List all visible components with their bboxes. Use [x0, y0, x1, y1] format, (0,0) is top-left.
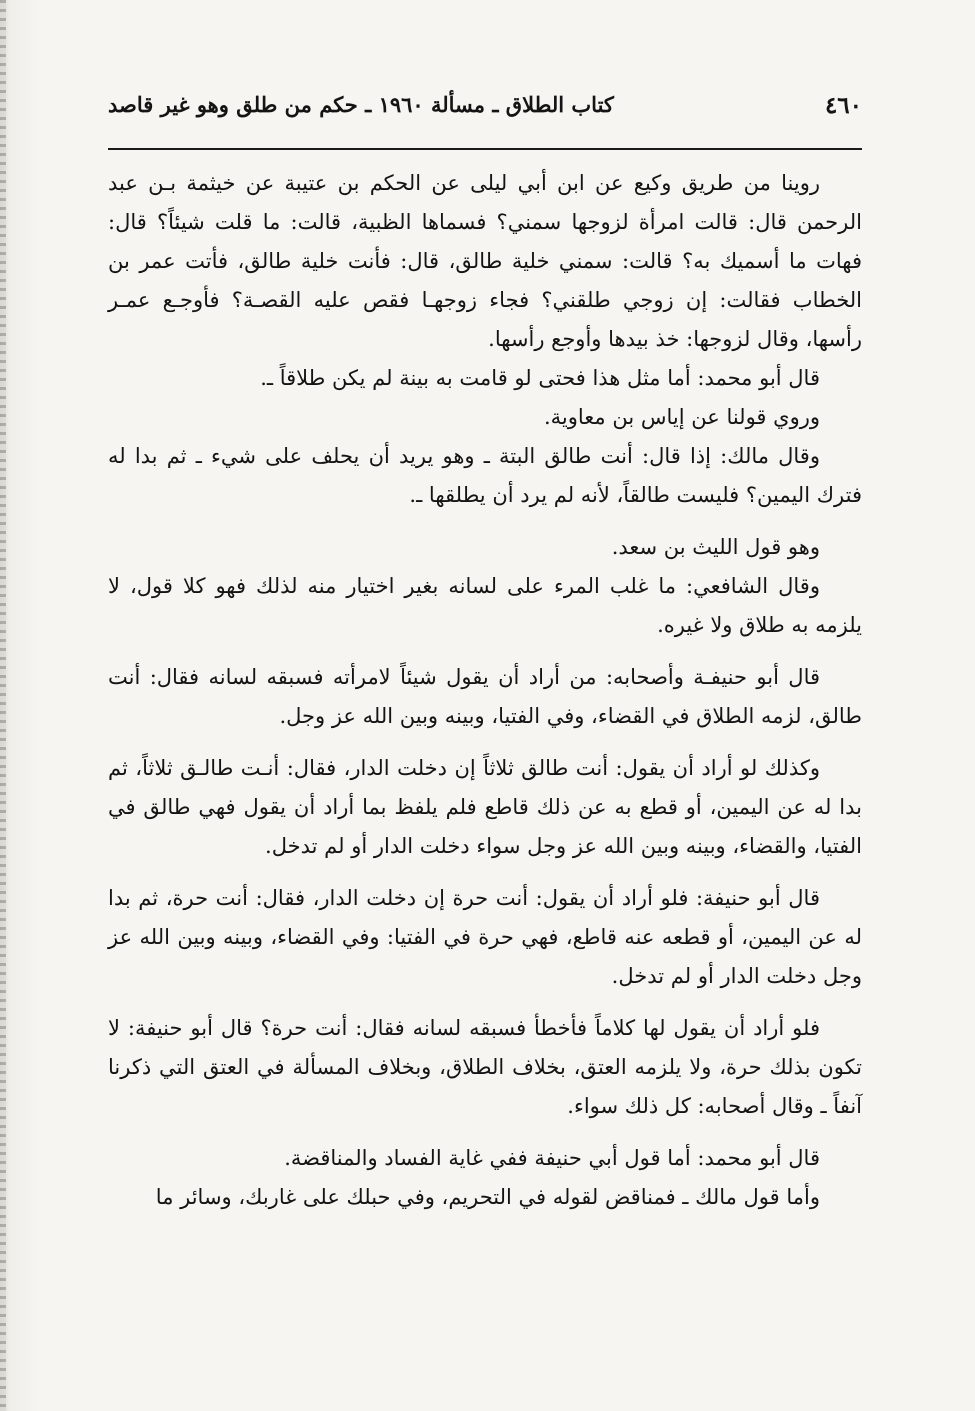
paragraph: وقال مالك: إذا قال: أنت طالق البتة ـ وهو يريد أن يحلف على شيء ـ ثم بدا له فترك اليمين؟ فليست طالقاً، لأنه لم يرد أن يطلقها ـ. — [108, 444, 862, 507]
paragraph: وقال الشافعي: ما غلب المرء على لسانه بغير اختيار منه لذلك فهو كلا قول، لا يلزمه به طلاق ولا غيره. — [108, 574, 862, 637]
header-rule — [108, 148, 862, 150]
paragraph: وهو قول الليث بن سعد. — [611, 535, 820, 559]
paragraph: قال أبو حنيفـة وأصحابه: من أراد أن يقول شيئاً لامرأته فسبقه لسانه فقال: أنت طالق، لزمه الطلاق في القضاء، وفي الفتيا، وبينه وبين الله عز وجل. — [108, 665, 862, 728]
page-spine-edge — [0, 0, 6, 1411]
running-title: كتاب الطلاق ـ مسألة ١٩٦٠ ـ حكم من طلق وهو غير قاصد — [108, 92, 614, 117]
paragraph: قال أبو محمد: أما قول أبي حنيفة ففي غاية الفساد والمناقضة. — [284, 1146, 820, 1170]
paragraph: وأما قول مالك ـ فمناقض لقوله في التحريم، وفي حبلك على غاربك، وسائر ما — [155, 1185, 820, 1209]
page-number: ٤٦٠ — [824, 92, 862, 119]
paragraph: وكذلك لو أراد أن يقول: أنت طالق ثلاثاً إن دخلت الدار، فقال: أنـت طالـق ثلاثاً، ثم بدا له عن اليمين، أو قطع به عن ذلك قاطع فلم يلفظ بما أراد أن يقول فهي طالق في الفتيا، والقضاء، وبينه وبين الله عز وجل سواء دخلت الدار أو لم تدخل. — [108, 756, 862, 858]
paragraph: روينا من طريق وكيع عن ابن أبي ليلى عن الحكم بن عتيبة عن خيثمة بـن عبد الرحمن قال: قالت امرأة لزوجها سمني؟ فسماها الظبية، قالت: ما قلت شيئاً؟ قال: فهات ما أسميك به؟ قالت: سمني خلية طالق، قال: فأنت خلية طالق، فأتت عمر بن الخطاب فقالت: إن زوجي طلقني؟ فجاء زوجهـا فقص عليه القصـة؟ فأوجـع عمـر رأسها، وقال لزوجها: خذ بيدها وأوجع رأسها. — [108, 171, 862, 351]
page-header — [108, 92, 862, 136]
paragraph: قال أبو محمد: أما مثل هذا فحتى لو قامت به بينة لم يكن طلاقاً ـ. — [260, 366, 820, 390]
paragraph: قال أبو حنيفة: فلو أراد أن يقول: أنت حرة إن دخلت الدار، فقال: أنت حرة، ثم بدا له عن اليمين، أو قطعه عنه قاطع، فهي حرة في الفتيا: وفي القضاء، وبينه وبين الله عز وجل دخلت الدار أو لم تدخل. — [108, 886, 862, 988]
paragraph: وروي قولنا عن إياس بن معاوية. — [543, 405, 820, 429]
body-text — [108, 164, 862, 1217]
paragraph: فلو أراد أن يقول لها كلاماً فأخطأ فسبقه لسانه فقال: أنت حرة؟ قال أبو حنيفة: لا تكون بذلك حرة، ولا يلزمه العتق، بخلاف الطلاق، وبخلاف المسألة في العتق التي ذكرنا آنفاً ـ وقال أصحابه: كل ذلك سواء. — [108, 1016, 862, 1118]
